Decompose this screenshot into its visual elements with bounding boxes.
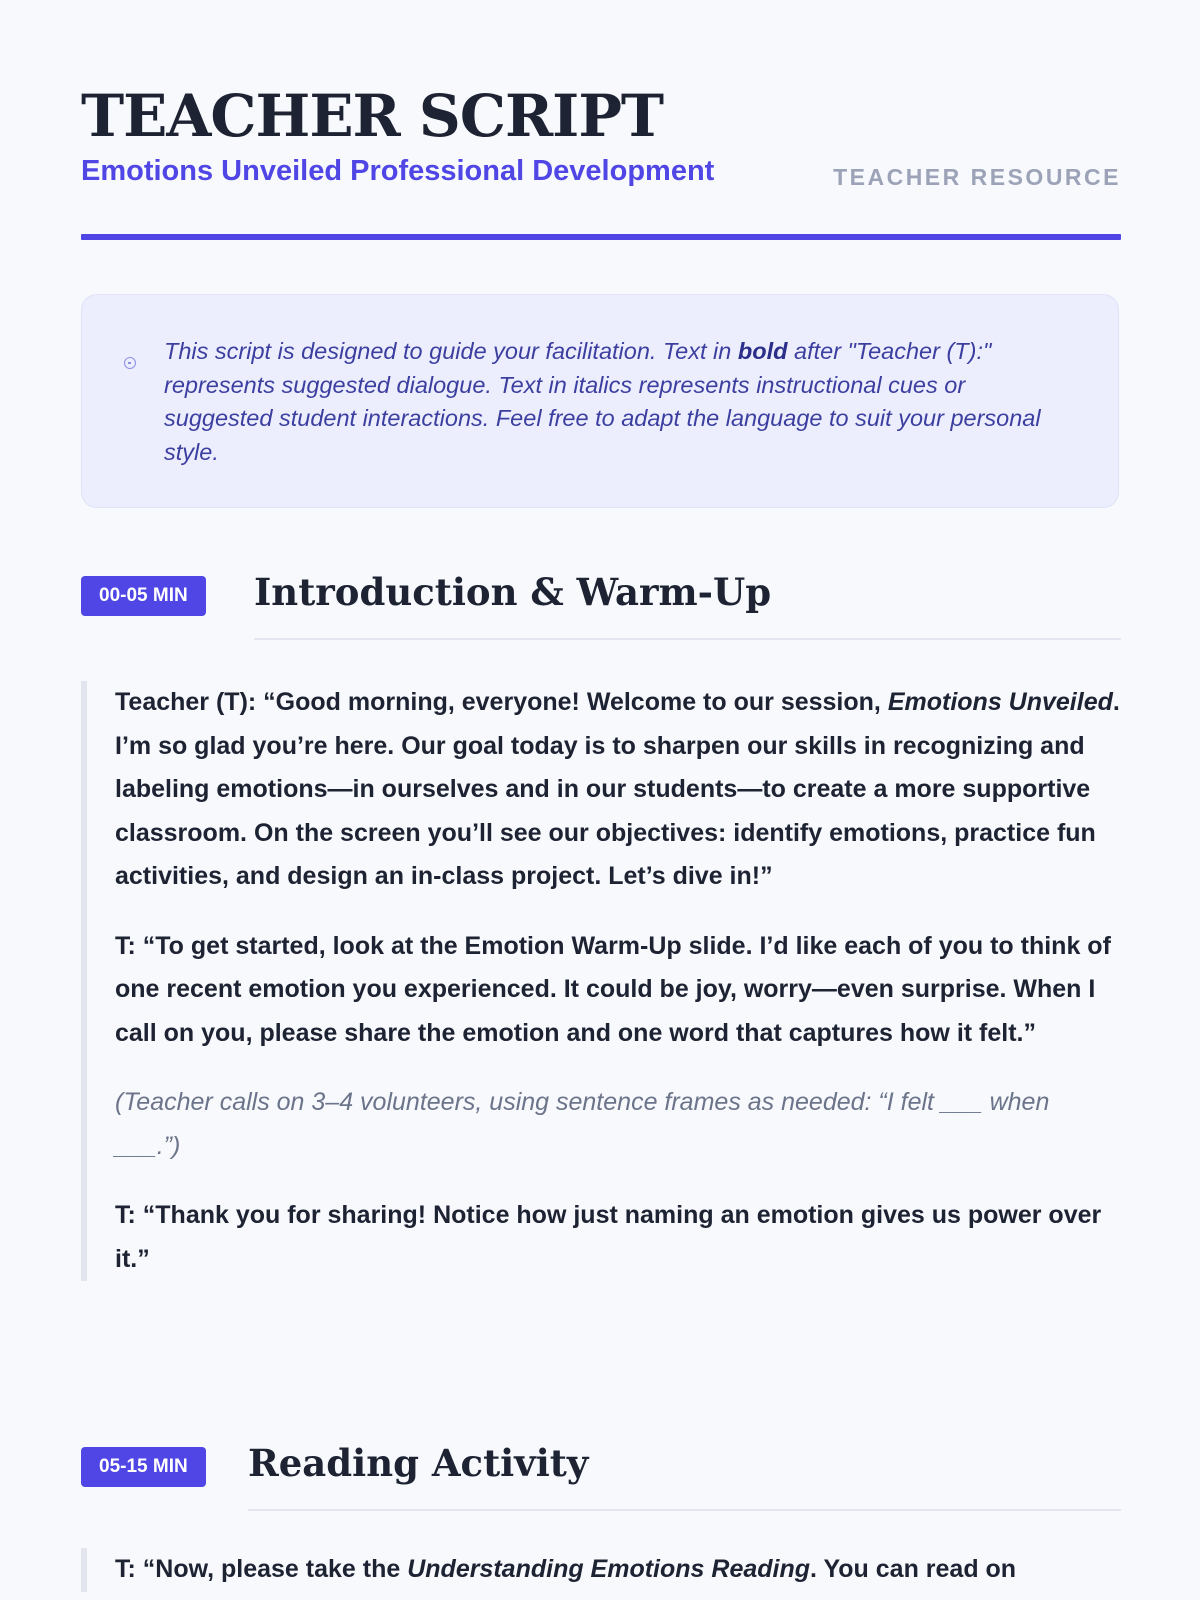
section-divider (254, 638, 1121, 640)
header-divider (81, 234, 1121, 240)
dialogue-text: Teacher (T): “Good morning, everyone! Welcome to our session, (115, 688, 888, 716)
time-badge: 00-05 MIN (81, 576, 206, 616)
teacher-script-page (81, 0, 1121, 1583)
dialogue-paragraph: T: “Thank you for sharing! Notice how just naming an emotion gives us power over it.” (115, 1201, 1102, 1273)
page-subtitle: Emotions Unveiled Professional Development (81, 155, 715, 187)
section-title: Introduction & Warm-Up (254, 570, 772, 614)
dialogue-text: . I’m so glad you’re here. Our goal today is to sharpen our skills in recognizing and labeling emotions—in ourselves and in our students—to create a more supportive classroom. On the screen you’ll see our objectives: identify emotions, practice fun activities, and design an in-class project. Let’s dive in!” (115, 688, 1120, 890)
dialogue-emphasis: Emotions Unveiled (887, 688, 1113, 716)
time-badge: 05-15 MIN (81, 1447, 206, 1487)
note-text (164, 335, 1064, 469)
note-text-part: This script is designed to guide your facilitation. Text in (164, 338, 738, 364)
page-title: TEACHER SCRIPT (81, 82, 664, 150)
dialogue-paragraph (115, 1548, 1121, 1592)
dialogue-emphasis: Understanding Emotions Reading (407, 1555, 811, 1583)
dialogue-text: T: “Now, please take the (115, 1555, 408, 1583)
instructional-cue: (Teacher calls on 3–4 volunteers, using sentence frames as needed: “I felt ___ when ___.”) (115, 1088, 1050, 1160)
dialogue-paragraph: T: “To get started, look at the Emotion Warm-Up slide. I’d like each of you to think of one recent emotion you experienced. It could be joy, worry—even surprise. When I call on you, please share the emotion and one word that captures how it felt.” (115, 931, 1111, 1047)
script-block-reading (81, 1548, 1121, 1592)
script-block-intro (81, 681, 1121, 1281)
facilitation-note (81, 294, 1119, 508)
dialogue-paragraph (115, 681, 1121, 899)
info-icon (124, 357, 136, 369)
note-text-part: after "Teacher (T):" represents suggested dialogue. Text in italics represents instructional cues or suggested student interactions. Feel free to adapt the language to suit your personal style. (164, 338, 1041, 465)
resource-label: TEACHER RESOURCE (833, 164, 1121, 190)
dialogue-text: . You can read on (810, 1555, 1017, 1583)
page-header (81, 0, 1121, 242)
section-divider (248, 1509, 1121, 1511)
section-title: Reading Activity (248, 1441, 589, 1485)
note-text-bold: bold (737, 338, 788, 364)
